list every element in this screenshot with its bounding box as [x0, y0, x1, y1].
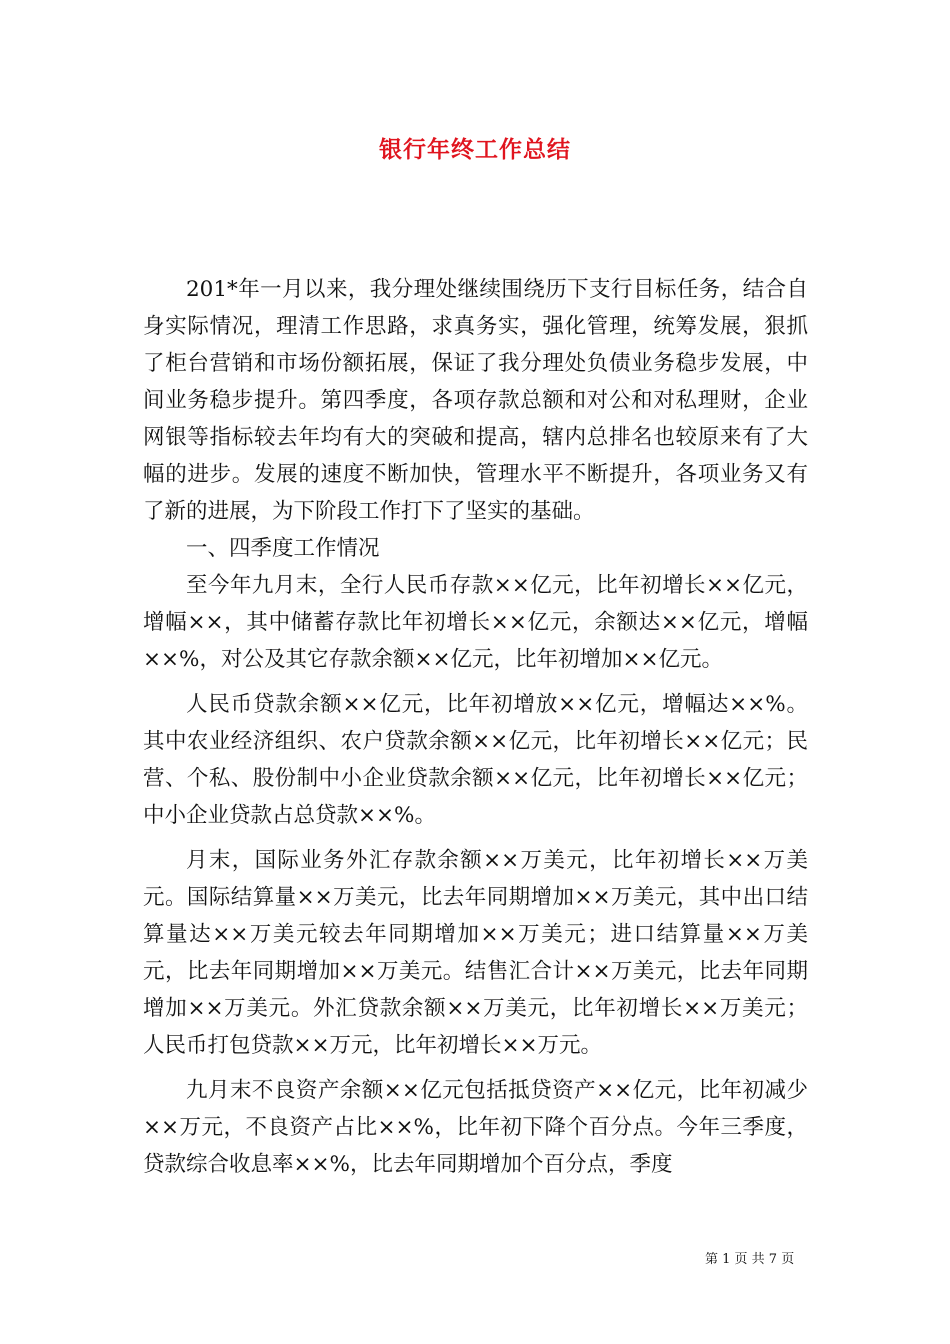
paragraph-intro: 201*年一月以来，我分理处继续围绕历下支行目标任务，结合自身实际情况，理清工作思路，求真务实，强化管理，统筹发展，狠抓了柜台营销和市场份额拓展，保证了我分理处负债业务稳步发展，中间业务稳步提升。第四季度，各项存款总额和对公和对私理财，企业网银等指标较去年均有大的突破和提高，辖内总排名也较原来有了大幅的进步。发展的速度不断加快，管理水平不断提升，各项业务又有了新的进展，为下阶段工作打下了坚实的基础。: [143, 277, 808, 524]
paragraph-deposits: 至今年九月末，全行人民币存款××亿元，比年初增长××亿元，增幅××，其中储蓄存款比年初增长××亿元，余额达××亿元，增幅××%，对公及其它存款余额××亿元，比年初增加××亿元。: [143, 573, 808, 672]
paragraph-loans: 人民币贷款余额××亿元，比年初增放××亿元，增幅达××%。其中农业经济组织、农户贷款余额××亿元，比年初增长××亿元；民营、个私、股份制中小企业贷款余额××亿元，比年初增长××亿元；中小企业贷款占总贷款××%。: [143, 692, 808, 828]
section-heading: 一、四季度工作情况: [186, 536, 380, 561]
paragraph-international: 月末，国际业务外汇存款余额××万美元，比年初增长××万美元。国际结算量××万美元，比去年同期增加××万美元，其中出口结算量达××万美元较去年同期增加××万美元；进口结算量××万美元，比去年同期增加××万美元。结售汇合计××万美元，比去年同期增加××万美元。外汇贷款余额××万美元，比年初增长××万美元；人民币打包贷款××万元，比年初增长××万元。: [143, 848, 808, 1058]
paragraph-nonperforming: 九月末不良资产余额××亿元包括抵贷资产××亿元，比年初减少××万元，不良资产占比××%，比年初下降个百分点。今年三季度，贷款综合收息率××%，比去年同期增加个百分点，季度: [143, 1078, 808, 1177]
page-number: 第 1 页 共 7 页: [705, 1252, 795, 1267]
document-body: [143, 271, 808, 1183]
document-title: 银行年终工作总结: [379, 136, 571, 163]
